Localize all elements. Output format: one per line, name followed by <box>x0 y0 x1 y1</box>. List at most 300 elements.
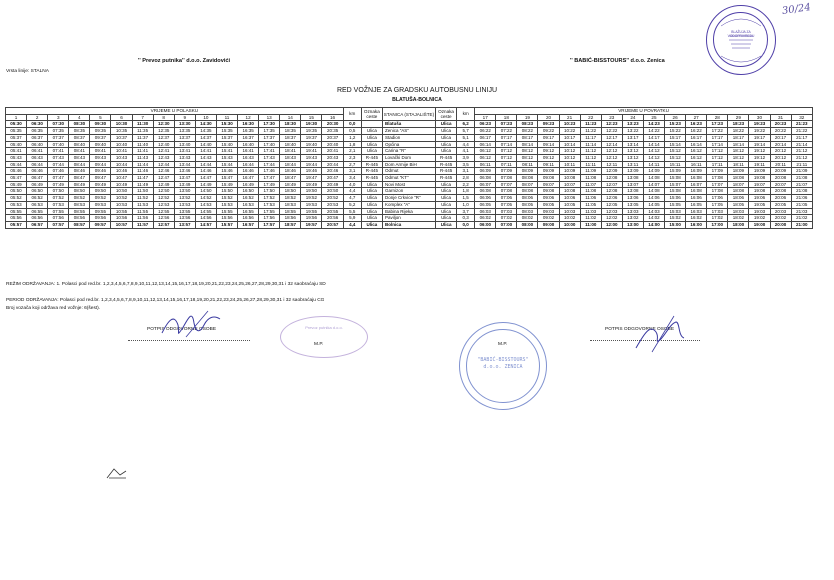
return-time: 11:11 <box>580 161 601 168</box>
forward-trip-number: 12 <box>238 114 259 121</box>
departure-time: 09:49 <box>90 181 111 188</box>
return-time: 18:14 <box>728 141 749 148</box>
departure-time: 13:55 <box>174 208 195 215</box>
departure-time: 09:55 <box>90 208 111 215</box>
return-time: 06:12 <box>475 154 496 161</box>
table-row <box>6 175 813 182</box>
forward-trip-number: 14 <box>280 114 301 121</box>
departure-time: 15:44 <box>216 161 237 168</box>
return-time: 11:17 <box>580 134 601 141</box>
company-left: '' Prevoz putnika'' d.o.o. Zavidovići <box>138 58 231 64</box>
return-time: 09:07 <box>538 181 559 188</box>
return-time: 20:17 <box>770 134 791 141</box>
departure-time: 11:47 <box>132 175 153 182</box>
departure-time: 15:57 <box>216 221 237 228</box>
departure-time: 19:43 <box>301 154 322 161</box>
departure-time: 18:30 <box>280 121 301 128</box>
departure-time: 11:55 <box>132 208 153 215</box>
km-header-right: km <box>457 108 475 121</box>
distance-return: 5,7 <box>457 128 475 135</box>
departure-time: 19:56 <box>301 215 322 222</box>
departure-time: 10:57 <box>111 221 132 228</box>
return-time: 20:22 <box>770 128 791 135</box>
forward-trip-number: 2 <box>27 114 48 121</box>
return-time: 12:22 <box>601 128 622 135</box>
distance-forward: 3,1 <box>343 168 361 175</box>
departure-time: 17:57 <box>259 221 280 228</box>
return-time: 16:03 <box>686 208 707 215</box>
return-header: VRIJEME U POVRATKU <box>475 108 813 115</box>
table-row <box>6 221 813 228</box>
road-code-return: Ulica <box>435 201 456 208</box>
departure-time: 10:46 <box>111 168 132 175</box>
return-time: 21:09 <box>791 168 812 175</box>
return-time: 16:08 <box>686 188 707 195</box>
stamp-place-left: M.P. <box>314 342 324 347</box>
departure-time: 12:49 <box>153 181 174 188</box>
departure-time: 05:53 <box>6 201 27 208</box>
departure-time: 19:30 <box>301 121 322 128</box>
return-trip-number: 27 <box>686 114 707 121</box>
return-time: 06:11 <box>475 161 496 168</box>
departure-time: 06:52 <box>27 195 48 202</box>
return-time: 14:23 <box>643 121 664 128</box>
return-time: 09:06 <box>538 195 559 202</box>
return-time: 10:23 <box>559 121 580 128</box>
departure-time: 07:37 <box>48 134 69 141</box>
return-time: 12:12 <box>601 154 622 161</box>
return-time: 14:00 <box>643 221 664 228</box>
return-time: 12:08 <box>601 188 622 195</box>
distance-return: 2,2 <box>457 181 475 188</box>
return-time: 10:22 <box>559 128 580 135</box>
departure-time: 15:56 <box>216 215 237 222</box>
return-trip-number: 28 <box>707 114 728 121</box>
return-trip-number: 24 <box>622 114 643 121</box>
departure-time: 16:52 <box>238 195 259 202</box>
distance-return: 3,9 <box>457 154 475 161</box>
station-name: Carina "R" <box>382 148 435 155</box>
return-time: 15:03 <box>665 208 686 215</box>
return-time: 14:12 <box>643 148 664 155</box>
table-row <box>6 181 813 188</box>
return-time: 11:12 <box>580 148 601 155</box>
return-time: 19:17 <box>749 134 770 141</box>
return-time: 06:03 <box>475 208 496 215</box>
road-code-return: R-445 <box>435 168 456 175</box>
departure-time: 12:44 <box>153 161 174 168</box>
departure-time: 07:46 <box>48 168 69 175</box>
return-time: 10:17 <box>559 134 580 141</box>
return-time: 18:08 <box>728 175 749 182</box>
stamp-place-right: M.P. <box>498 342 508 347</box>
departure-time: 12:52 <box>153 195 174 202</box>
departure-time: 06:55 <box>27 208 48 215</box>
return-time: 10:11 <box>559 161 580 168</box>
departure-time: 07:56 <box>48 215 69 222</box>
return-time: 18:12 <box>728 148 749 155</box>
return-time: 13:11 <box>622 161 643 168</box>
return-time: 13:00 <box>622 221 643 228</box>
return-time: 21:06 <box>791 195 812 202</box>
return-time: 14:17 <box>643 134 664 141</box>
departure-time: 18:41 <box>280 148 301 155</box>
departure-time: 16:43 <box>238 154 259 161</box>
road-code-return: R-445 <box>435 175 456 182</box>
return-time: 15:08 <box>665 175 686 182</box>
departure-time: 13:35 <box>174 128 195 135</box>
departure-time: 16:40 <box>238 141 259 148</box>
return-time: 16:12 <box>686 148 707 155</box>
return-trip-number: 26 <box>665 114 686 121</box>
departure-time: 12:43 <box>153 154 174 161</box>
departure-time: 05:35 <box>6 128 27 135</box>
return-time: 09:12 <box>538 154 559 161</box>
distance-forward: 0,0 <box>343 121 361 128</box>
station-name: Blatuša <box>382 121 435 128</box>
departure-time: 17:30 <box>259 121 280 128</box>
departure-time: 11:53 <box>132 201 153 208</box>
return-time: 16:23 <box>686 121 707 128</box>
signature-label-left: POTPIS ODGOVORNE OSOBE <box>147 327 217 332</box>
return-time: 18:07 <box>728 181 749 188</box>
station-name: Dom Armije BiH <box>382 161 435 168</box>
forward-trip-number: 10 <box>195 114 216 121</box>
forward-trip-number: 5 <box>90 114 111 121</box>
return-time: 15:22 <box>665 128 686 135</box>
road-code-return: Ulica <box>435 141 456 148</box>
departure-time: 11:50 <box>132 188 153 195</box>
return-time: 21:23 <box>791 121 812 128</box>
departure-time: 16:49 <box>238 181 259 188</box>
departure-time: 13:37 <box>174 134 195 141</box>
stamp-text-top: BLAŽUJA ZA VODOPRIVREDU <box>727 30 755 38</box>
departure-time: 07:55 <box>48 208 69 215</box>
return-time: 09:12 <box>538 148 559 155</box>
departure-time: 18:49 <box>280 181 301 188</box>
distance-forward: 1,2 <box>343 134 361 141</box>
return-time: 07:11 <box>496 161 517 168</box>
departure-time: 05:46 <box>6 168 27 175</box>
departure-time: 14:49 <box>195 181 216 188</box>
departure-time: 17:52 <box>259 195 280 202</box>
return-time: 13:08 <box>622 175 643 182</box>
departure-time: 19:37 <box>301 134 322 141</box>
return-time: 16:06 <box>686 195 707 202</box>
road-code-forward: R-445 <box>361 175 382 182</box>
distance-forward: 0,5 <box>343 128 361 135</box>
departure-time: 09:35 <box>90 128 111 135</box>
departure-time: 10:37 <box>111 134 132 141</box>
return-time: 16:12 <box>686 154 707 161</box>
departure-time: 17:47 <box>259 175 280 182</box>
departure-time: 12:55 <box>153 208 174 215</box>
return-time: 15:09 <box>665 168 686 175</box>
return-time: 07:12 <box>496 154 517 161</box>
return-time: 08:09 <box>517 168 538 175</box>
table-row <box>6 215 813 222</box>
return-time: 13:05 <box>622 201 643 208</box>
departure-time: 19:41 <box>301 148 322 155</box>
return-time: 07:00 <box>496 221 517 228</box>
departure-time: 13:40 <box>174 141 195 148</box>
return-time: 10:08 <box>559 175 580 182</box>
departure-time: 16:37 <box>238 134 259 141</box>
departure-time: 14:55 <box>195 208 216 215</box>
departure-time: 05:52 <box>6 195 27 202</box>
return-time: 18:23 <box>728 121 749 128</box>
departure-time: 06:30 <box>27 121 48 128</box>
return-time: 06:22 <box>475 128 496 135</box>
distance-forward: 4,4 <box>343 188 361 195</box>
departure-time: 09:37 <box>90 134 111 141</box>
return-time: 08:05 <box>517 201 538 208</box>
return-time: 19:08 <box>749 175 770 182</box>
timetable <box>5 107 813 229</box>
road-code-forward: R-445 <box>361 161 382 168</box>
departure-time: 19:52 <box>301 195 322 202</box>
driver-count: Broj vozača koji održava red vožnje: 6(šest). <box>6 306 101 311</box>
departure-time: 05:30 <box>6 121 27 128</box>
departure-time: 08:49 <box>69 181 90 188</box>
return-time: 06:06 <box>475 195 496 202</box>
departure-time: 10:40 <box>111 141 132 148</box>
return-time: 11:12 <box>580 154 601 161</box>
departure-time: 17:44 <box>259 161 280 168</box>
return-time: 20:02 <box>770 215 791 222</box>
return-time: 13:22 <box>622 128 643 135</box>
road-code-return: Ulica <box>435 208 456 215</box>
distance-return: 1,5 <box>457 195 475 202</box>
departure-time: 15:52 <box>216 195 237 202</box>
return-time: 12:05 <box>601 201 622 208</box>
departure-time: 14:30 <box>195 121 216 128</box>
road-code-return: Ulica <box>435 148 456 155</box>
return-time: 20:14 <box>770 141 791 148</box>
departure-time: 10:35 <box>111 128 132 135</box>
departure-time: 07:50 <box>48 188 69 195</box>
return-time: 10:12 <box>559 148 580 155</box>
company-stamp-right <box>459 322 547 410</box>
departure-time: 15:41 <box>216 148 237 155</box>
return-time: 06:02 <box>475 215 496 222</box>
company-stamp-left <box>280 316 368 358</box>
return-time: 21:12 <box>791 148 812 155</box>
road-code-forward: R-445 <box>361 154 382 161</box>
departure-time: 12:50 <box>153 188 174 195</box>
return-time: 15:12 <box>665 154 686 161</box>
departure-time: 13:50 <box>174 188 195 195</box>
departure-time: 17:37 <box>259 134 280 141</box>
return-time: 14:08 <box>643 188 664 195</box>
departure-time: 20:41 <box>322 148 343 155</box>
departure-time: 13:49 <box>174 181 195 188</box>
pen-mark <box>106 466 128 480</box>
road-code-forward <box>361 121 382 128</box>
return-time: 19:12 <box>749 154 770 161</box>
forward-trip-number: 13 <box>259 114 280 121</box>
road-code-forward: Ulica <box>361 128 382 135</box>
return-time: 10:02 <box>559 215 580 222</box>
departure-time: 12:35 <box>153 128 174 135</box>
distance-return: 2,8 <box>457 175 475 182</box>
return-time: 10:00 <box>559 221 580 228</box>
departure-time: 08:50 <box>69 188 90 195</box>
departure-time: 19:47 <box>301 175 322 182</box>
departure-time: 10:55 <box>111 208 132 215</box>
return-trip-number: 20 <box>538 114 559 121</box>
return-time: 09:14 <box>538 141 559 148</box>
return-time: 07:06 <box>496 195 517 202</box>
return-time: 18:17 <box>728 134 749 141</box>
departure-time: 05:37 <box>6 134 27 141</box>
signature-right <box>632 314 692 354</box>
return-time: 15:06 <box>665 195 686 202</box>
return-time: 21:00 <box>791 221 812 228</box>
station-name: Stadion <box>382 134 435 141</box>
return-time: 20:11 <box>770 161 791 168</box>
return-time: 11:03 <box>580 208 601 215</box>
departure-time: 07:41 <box>48 148 69 155</box>
departure-time: 12:37 <box>153 134 174 141</box>
departure-time: 09:53 <box>90 201 111 208</box>
departure-time: 19:40 <box>301 141 322 148</box>
return-time: 19:07 <box>749 181 770 188</box>
departure-time: 08:44 <box>69 161 90 168</box>
departure-time: 11:43 <box>132 154 153 161</box>
return-time: 08:08 <box>517 175 538 182</box>
distance-forward: 5,2 <box>343 201 361 208</box>
departure-time: 05:43 <box>6 154 27 161</box>
departure-time: 13:44 <box>174 161 195 168</box>
return-time: 12:09 <box>601 168 622 175</box>
departure-time: 12:53 <box>153 201 174 208</box>
departure-time: 19:46 <box>301 168 322 175</box>
departure-time: 20:30 <box>322 121 343 128</box>
distance-return: 1,8 <box>457 188 475 195</box>
return-time: 12:00 <box>601 221 622 228</box>
return-time: 13:09 <box>622 168 643 175</box>
return-time: 17:00 <box>707 221 728 228</box>
departure-time: 07:47 <box>48 175 69 182</box>
return-time: 07:08 <box>496 188 517 195</box>
return-time: 08:12 <box>517 154 538 161</box>
return-time: 13:06 <box>622 195 643 202</box>
return-time: 09:08 <box>538 175 559 182</box>
return-time: 18:06 <box>728 195 749 202</box>
departure-time: 20:55 <box>322 208 343 215</box>
return-time: 16:05 <box>686 201 707 208</box>
departure-time: 20:40 <box>322 141 343 148</box>
departure-time: 07:30 <box>48 121 69 128</box>
departure-time: 19:53 <box>301 201 322 208</box>
return-time: 18:11 <box>728 161 749 168</box>
road-code-forward: Ulica <box>361 195 382 202</box>
forward-header: VRIJEME U POLASKU <box>6 108 344 115</box>
return-time: 06:23 <box>475 121 496 128</box>
station-name: Donje Crkvice "R" <box>382 195 435 202</box>
departure-time: 10:56 <box>111 215 132 222</box>
table-row <box>6 148 813 155</box>
return-time: 20:00 <box>770 221 791 228</box>
return-trip-number: 32 <box>791 114 812 121</box>
departure-time: 13:47 <box>174 175 195 182</box>
return-trip-number: 22 <box>580 114 601 121</box>
departure-time: 20:43 <box>322 154 343 161</box>
road-code-forward: Ulica <box>361 188 382 195</box>
departure-time: 09:57 <box>90 221 111 228</box>
departure-time: 16:50 <box>238 188 259 195</box>
return-time: 21:07 <box>791 181 812 188</box>
return-time: 11:08 <box>580 188 601 195</box>
road-code-forward: Ulica <box>361 215 382 222</box>
return-time: 08:12 <box>517 148 538 155</box>
return-time: 09:09 <box>538 168 559 175</box>
forward-trip-number: 6 <box>111 114 132 121</box>
departure-time: 14:52 <box>195 195 216 202</box>
road-code-forward: Ulica <box>361 201 382 208</box>
return-time: 07:02 <box>496 215 517 222</box>
return-time: 06:05 <box>475 201 496 208</box>
return-time: 08:23 <box>517 121 538 128</box>
return-time: 18:02 <box>728 215 749 222</box>
km-header-left: km <box>343 108 361 121</box>
distance-forward: 3,4 <box>343 175 361 182</box>
return-trip-number: 21 <box>559 114 580 121</box>
return-time: 17:06 <box>707 195 728 202</box>
departure-time: 13:41 <box>174 148 195 155</box>
departure-time: 14:41 <box>195 148 216 155</box>
return-time: 10:05 <box>559 201 580 208</box>
departure-time: 11:40 <box>132 141 153 148</box>
departure-time: 18:56 <box>280 215 301 222</box>
return-time: 13:12 <box>622 148 643 155</box>
departure-time: 19:50 <box>301 188 322 195</box>
road-code-forward: Ulica <box>361 208 382 215</box>
departure-time: 14:56 <box>195 215 216 222</box>
return-time: 12:12 <box>601 148 622 155</box>
departure-time: 13:30 <box>174 121 195 128</box>
return-time: 18:22 <box>728 128 749 135</box>
departure-time: 15:43 <box>216 154 237 161</box>
return-time: 15:00 <box>665 221 686 228</box>
return-time: 11:07 <box>580 181 601 188</box>
departure-time: 15:30 <box>216 121 237 128</box>
departure-time: 16:41 <box>238 148 259 155</box>
return-time: 19:06 <box>749 195 770 202</box>
departure-time: 19:44 <box>301 161 322 168</box>
departure-time: 07:40 <box>48 141 69 148</box>
departure-time: 07:43 <box>48 154 69 161</box>
return-time: 12:07 <box>601 181 622 188</box>
road-code-forward: Ulica <box>361 134 382 141</box>
departure-time: 06:49 <box>27 181 48 188</box>
return-time: 08:06 <box>517 195 538 202</box>
distance-forward: 2,1 <box>343 148 361 155</box>
return-time: 12:11 <box>601 161 622 168</box>
return-time: 13:08 <box>622 188 643 195</box>
departure-time: 14:53 <box>195 201 216 208</box>
distance-forward: 1,8 <box>343 141 361 148</box>
departure-time: 17:50 <box>259 188 280 195</box>
departure-time: 16:57 <box>238 221 259 228</box>
return-time: 21:17 <box>791 134 812 141</box>
departure-time: 05:55 <box>6 208 27 215</box>
departure-time: 07:53 <box>48 201 69 208</box>
return-time: 13:03 <box>622 208 643 215</box>
departure-time: 18:40 <box>280 141 301 148</box>
return-time: 08:00 <box>517 221 538 228</box>
